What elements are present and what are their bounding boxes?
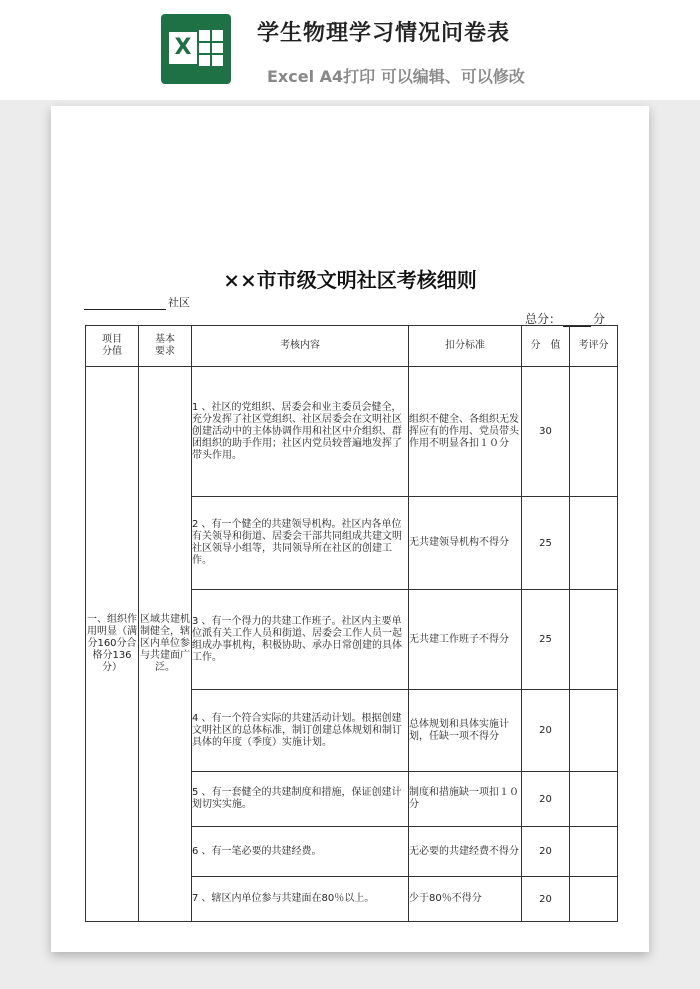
document-title: ××市市级文明社区考核细则 bbox=[223, 268, 477, 292]
community-line bbox=[84, 294, 190, 310]
score-cell: 20 bbox=[522, 827, 570, 877]
evaluation-cell[interactable] bbox=[570, 497, 618, 590]
content-cell: 2 、有一个健全的共建领导机构。社区内各单位有关领导和街道、居委会干部共同组成共建文明社区领导小组等，共同领导所在社区的创建工作。 bbox=[192, 497, 409, 590]
evaluation-cell[interactable] bbox=[570, 877, 618, 922]
spreadsheet-grid-icon bbox=[199, 30, 223, 66]
total-label: 总分： bbox=[525, 312, 562, 326]
table-header-row bbox=[86, 326, 618, 367]
score-cell: 20 bbox=[522, 772, 570, 827]
content-cell: 7 、辖区内单位参与共建面在80％以上。 bbox=[192, 877, 409, 922]
standard-cell: 总体规划和具体实施计划，任缺一项不得分 bbox=[409, 690, 522, 772]
column-header-item: 项目 分值 bbox=[86, 326, 139, 367]
score-cell: 20 bbox=[522, 690, 570, 772]
excel-letter: X bbox=[169, 32, 197, 64]
standard-cell: 无共建工作班子不得分 bbox=[409, 590, 522, 690]
content-cell: 5 、有一套健全的共建制度和措施，保证创建计划切实实施。 bbox=[192, 772, 409, 827]
standard-cell: 制度和措施缺一项扣１０分 bbox=[409, 772, 522, 827]
header-banner bbox=[0, 0, 700, 100]
standard-cell: 无必要的共建经费不得分 bbox=[409, 827, 522, 877]
score-cell: 20 bbox=[522, 877, 570, 922]
table-row bbox=[86, 367, 618, 497]
evaluation-cell[interactable] bbox=[570, 590, 618, 690]
document-page bbox=[51, 106, 649, 952]
evaluation-cell[interactable] bbox=[570, 690, 618, 772]
column-header-content: 考核内容 bbox=[192, 326, 409, 367]
content-cell: 3 、有一个得力的共建工作班子。社区内主要单位派有关工作人员和街道、居委会工作人员一起组成办事机构，积极协助、承办日常创建的具体工作。 bbox=[192, 590, 409, 690]
score-cell: 25 bbox=[522, 497, 570, 590]
page-subtitle: Excel A4打印 可以编辑、可以修改 bbox=[267, 67, 525, 86]
group-requirement-cell: 区域共建机制健全，辖区内单位参与共建面广泛。 bbox=[139, 367, 192, 922]
column-header-standard: 扣分标准 bbox=[409, 326, 522, 367]
page-title: 学生物理学习情况问卷表 bbox=[257, 21, 511, 46]
evaluation-cell[interactable] bbox=[570, 772, 618, 827]
content-cell: 1 、社区的党组织、居委会和业主委员会健全，充分发挥了社区党组织、社区居委会在文明社区创建活动中的主体协调作用和社区中介组织、群团组织的助手作用；社区内党员较普遍地发挥了带头作用。 bbox=[192, 367, 409, 497]
community-label: 社区 bbox=[168, 296, 190, 309]
evaluation-cell[interactable] bbox=[570, 367, 618, 497]
group-item-cell: 一、组织作用明显（满分160分合格分136分） bbox=[86, 367, 139, 922]
standard-cell: 无共建领导机构不得分 bbox=[409, 497, 522, 590]
standard-cell: 组织不健全、各组织无发挥应有的作用、党员带头作用不明显各扣１０分 bbox=[409, 367, 522, 497]
column-header-requirement: 基本 要求 bbox=[139, 326, 192, 367]
total-unit: 分 bbox=[593, 312, 606, 326]
excel-icon bbox=[161, 14, 231, 84]
content-cell: 4 、有一个符合实际的共建活动计划。根据创建文明社区的总体标准，制订创建总体规划和制订具体的年度（季度）实施计划。 bbox=[192, 690, 409, 772]
column-header-evaluation: 考评分 bbox=[570, 326, 618, 367]
score-cell: 30 bbox=[522, 367, 570, 497]
score-cell: 25 bbox=[522, 590, 570, 690]
assessment-table bbox=[85, 325, 618, 922]
standard-cell: 少于80％不得分 bbox=[409, 877, 522, 922]
column-header-score: 分 值 bbox=[522, 326, 570, 367]
evaluation-cell[interactable] bbox=[570, 827, 618, 877]
community-blank bbox=[84, 299, 166, 310]
content-cell: 6 、有一笔必要的共建经费。 bbox=[192, 827, 409, 877]
